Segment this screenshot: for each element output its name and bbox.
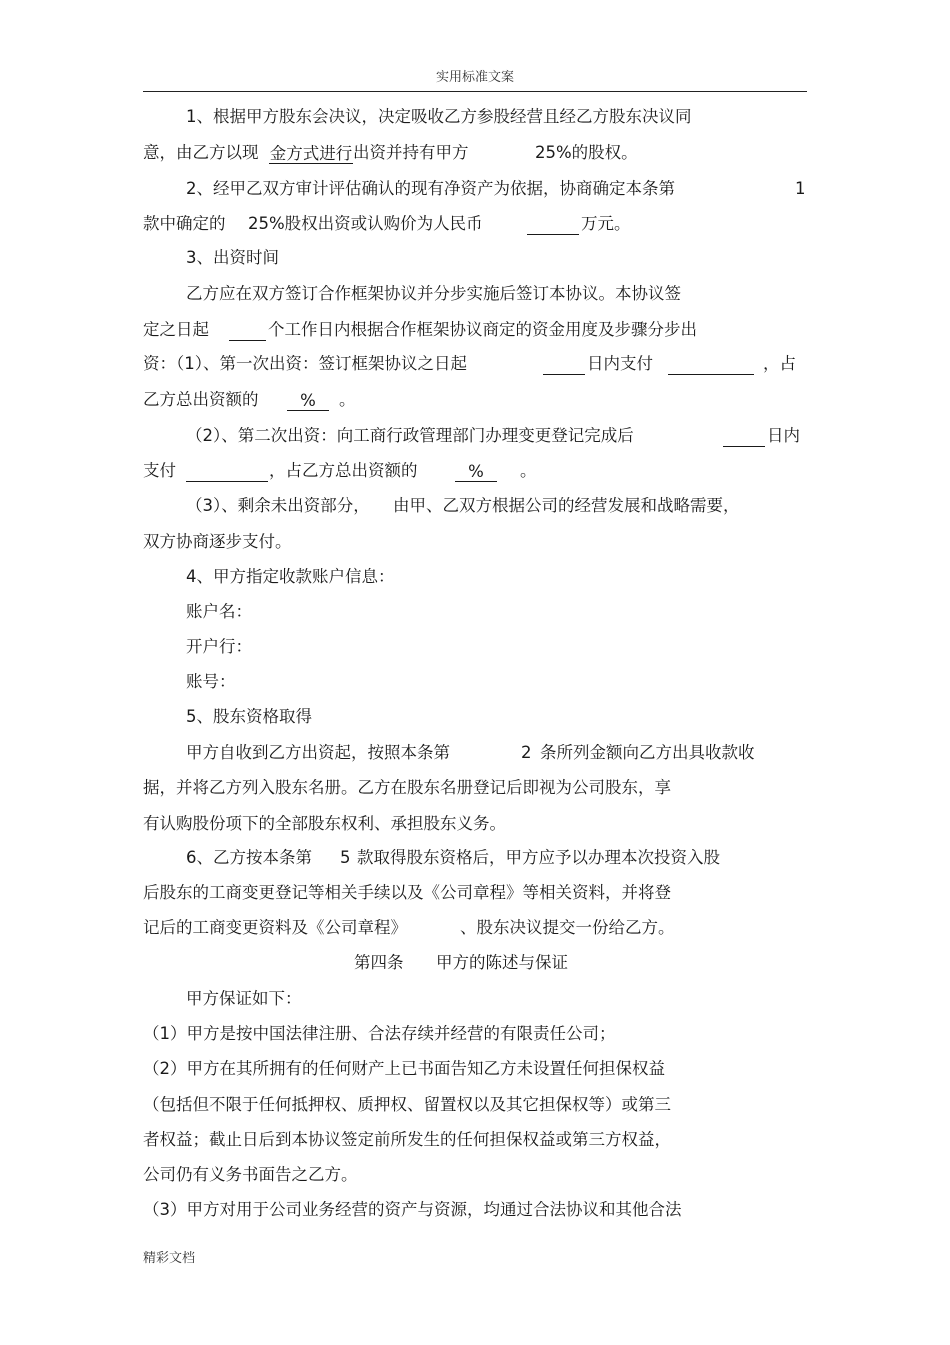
page-header: 实用标准文案 [435, 70, 514, 85]
text-line [0, 812, 950, 836]
text-segment: 记后的工商变更资料及《公司章程》 [143, 918, 407, 937]
text-segment: 第四条 [354, 953, 404, 972]
text-segment: 有认购股份项下的全部股东权利、承担股东义务。 [143, 814, 506, 833]
text-line [0, 246, 950, 270]
text-segment: 。 [339, 390, 356, 409]
text-line [0, 1093, 950, 1117]
blank-field [723, 427, 765, 447]
text-segment: 3、出资时间 [186, 248, 279, 267]
text-segment: 日内支付 [587, 354, 653, 373]
text-segment: 25%股权出资或认购价为人民币 [248, 214, 483, 233]
text-segment: 双方协商逐步支付。 [143, 532, 292, 551]
text-segment: 日内 [767, 426, 800, 445]
text-segment: （3）甲方对用于公司业务经营的资产与资源，均通过合法协议和其他合法 [143, 1200, 682, 1219]
text-line [0, 1022, 950, 1046]
text-segment: 、股东决议提交一份给乙方。 [460, 918, 675, 937]
text-segment: 后股东的工商变更登记等相关手续以及《公司章程》等相关资料，并将登 [143, 883, 671, 902]
text-segment: 万元。 [581, 214, 631, 233]
text-segment: 乙方总出资额的 [143, 390, 259, 409]
text-line [0, 318, 950, 342]
text-line [0, 1057, 950, 1081]
text-line [0, 352, 950, 376]
text-segment: 支付 [143, 461, 176, 480]
text-segment: 款中确定的 [143, 214, 226, 233]
text-line [0, 494, 950, 518]
text-segment: 据，并将乙方列入股东名册。乙方在股东名册登记后即视为公司股东，享 [143, 778, 671, 797]
text-line [0, 846, 950, 870]
text-segment: 款取得股东资格后，甲方应予以办理本次投资入股 [357, 848, 720, 867]
blank-field [186, 462, 268, 482]
text-segment: 6、乙方按本条第 [186, 848, 312, 867]
text-line [0, 530, 950, 554]
text-line [0, 424, 950, 448]
text-segment: 出资并持有甲方 [353, 143, 469, 162]
text-segment: 者权益；截止日后到本协议签定前所发生的任何担保权益或第三方权益， [143, 1130, 671, 1149]
text-segment: 。 [520, 461, 537, 480]
text-segment: 2、经甲乙双方审计评估确认的现有净资产为依据，协商确定本条第 [186, 179, 675, 198]
text-segment: 5 [340, 848, 351, 867]
text-segment: 账户名： [186, 602, 252, 621]
text-line [0, 282, 950, 306]
text-line [0, 916, 950, 940]
text-line [0, 177, 950, 201]
text-segment: 资：（1）、第一次出资：签订框架协议之日起 [143, 354, 467, 373]
text-line [0, 987, 950, 1011]
text-segment: 5、股东资格取得 [186, 707, 312, 726]
text-segment: 4、甲方指定收款账户信息： [186, 567, 395, 586]
text-segment: 25%的股权。 [535, 143, 638, 162]
page-footer: 精彩文档 [143, 1251, 196, 1266]
text-line [0, 1163, 950, 1187]
text-segment: 甲方保证如下： [186, 989, 302, 1008]
text-segment: 账号： [186, 672, 236, 691]
text-line [0, 705, 950, 729]
text-line [0, 670, 950, 694]
text-segment: （2）甲方在其所拥有的任何财产上已书面告知乙方未设置任何担保权益 [143, 1059, 665, 1078]
text-segment: 由甲、乙双方根据公司的经营发展和战略需要， [393, 496, 740, 515]
text-line [0, 1128, 950, 1152]
text-segment: 意，由乙方以现 [143, 143, 259, 162]
text-line [0, 881, 950, 905]
text-line [0, 1198, 950, 1222]
text-segment: （3）、剩余未出资部分， [186, 496, 370, 515]
text-segment: ，占乙方总出资额的 [269, 461, 418, 480]
text-segment: 开户行： [186, 637, 252, 656]
blank-field [229, 321, 266, 341]
text-line [0, 600, 950, 624]
blank-field: 金方式进行 [269, 144, 353, 163]
text-segment: （包括但不限于任何抵押权、质押权、留置权以及其它担保权等）或第三 [143, 1095, 671, 1114]
text-segment: ，占 [763, 354, 796, 373]
text-segment: 甲方自收到乙方出资起，按照本条第 [186, 743, 450, 762]
text-line [0, 776, 950, 800]
text-line [0, 459, 950, 483]
text-segment: 2 [521, 743, 532, 762]
text-segment: 乙方应在双方签订合作框架协议并分步实施后签订本协议。本协议签 [186, 284, 681, 303]
text-line [0, 105, 950, 129]
text-line [0, 741, 950, 765]
blank-field [543, 355, 585, 375]
text-segment: （1）甲方是按中国法律注册、合法存续并经营的有限责任公司； [143, 1024, 616, 1043]
blank-field: % [287, 391, 329, 411]
blank-field: % [455, 462, 497, 482]
text-segment: 甲方的陈述与保证 [436, 953, 568, 972]
blank-field [527, 215, 579, 235]
text-segment: 1 [795, 179, 806, 198]
text-line [0, 388, 950, 412]
text-segment: （2）、第二次出资：向工商行政管理部门办理变更登记完成后 [186, 426, 634, 445]
text-segment: 条所列金额向乙方出具收款收 [540, 743, 755, 762]
text-line [0, 141, 950, 165]
text-line [0, 212, 950, 236]
text-line [0, 565, 950, 589]
text-segment: 个工作日内根据合作框架协议商定的资金用度及步骤分步出 [268, 320, 697, 339]
blank-field [668, 355, 754, 375]
text-line [0, 951, 950, 975]
text-segment: 1、根据甲方股东会决议，决定吸收乙方参股经营且经乙方股东决议同 [186, 107, 692, 126]
text-line [0, 635, 950, 659]
text-segment: 公司仍有义务书面告之乙方。 [143, 1165, 358, 1184]
text-segment: 定之日起 [143, 320, 209, 339]
header-divider [143, 91, 807, 92]
